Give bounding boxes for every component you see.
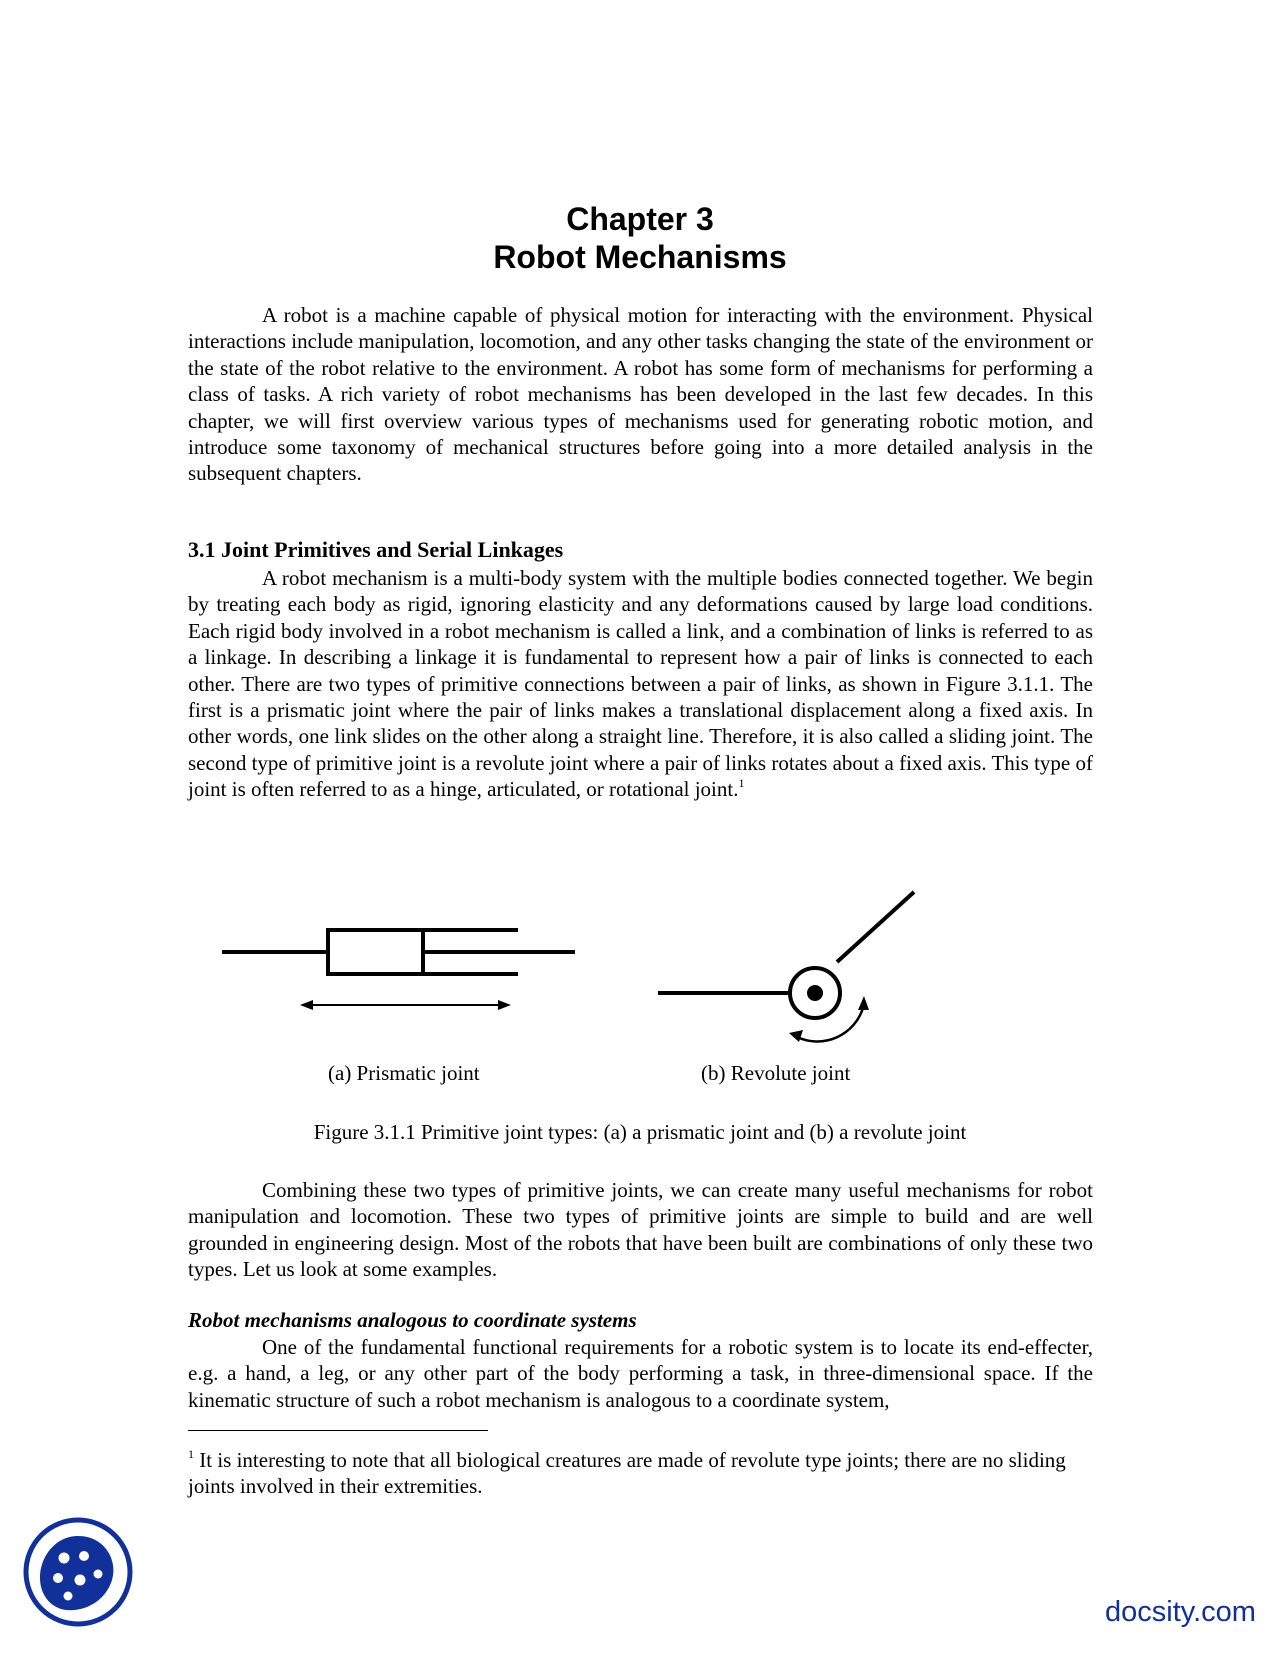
coordinate-section-heading: Robot mechanisms analogous to coordinate systems [188, 1308, 637, 1332]
revolute-joint-diagram [658, 892, 914, 1042]
prismatic-joint-diagram [222, 930, 575, 1010]
chapter-number: Chapter 3 [566, 201, 714, 237]
section-paragraph [188, 565, 1093, 803]
arrow-head-right [498, 1000, 511, 1010]
figure-label-prismatic: (a) Prismatic joint [328, 1061, 480, 1085]
revolute-joint-pin [807, 985, 823, 1001]
section-heading: 3.1 Joint Primitives and Serial Linkages [188, 537, 564, 562]
prismatic-sleeve [328, 930, 423, 974]
rotation-arrow-head-top [858, 996, 869, 1010]
footnote [188, 1447, 1093, 1500]
intro-paragraph-block [188, 302, 1093, 487]
docsity-logo-icon[interactable] [22, 1516, 134, 1628]
combining-paragraph-block [188, 1177, 1093, 1283]
footnote-marker: 1 [188, 1447, 194, 1461]
footnote-ref[interactable]: 1 [738, 776, 745, 791]
rotation-arrow-head-bottom [789, 1030, 803, 1042]
docsity-brand-link[interactable]: docsity.com [1105, 1596, 1256, 1628]
footnote-text: It is interesting to note that all biological creatures are made of revolute type joints; there are no sliding joints involved in their extremities. [188, 1448, 1066, 1499]
figure-caption: Figure 3.1.1 Primitive joint types: (a) a prismatic joint and (b) a revolute joint [313, 1120, 967, 1144]
footnote-divider [188, 1430, 488, 1431]
revolute-rotating-link [837, 892, 914, 962]
section-paragraph-block [188, 565, 1093, 803]
intro-paragraph: A robot is a machine capable of physical motion for interacting with the environment. Physical interactions include manipulation, locomotion, and any other tasks changing the state of the environment or the state of the robot relative to the environment. A robot has some form of mechanisms for performing a class of tasks. A rich variety of robot mechanisms has been developed in the last few decades. In this chapter, we will first overview various types of mechanisms used for generating robotic motion, and introduce some taxonomy of mechanical structures before going into a more detailed analysis in the subsequent chapters. [188, 303, 1093, 486]
primitive-joints-figure [0, 880, 1280, 1055]
chapter-title: Robot Mechanisms [493, 239, 787, 275]
arrow-head-left [300, 1000, 313, 1010]
chapter-title-block [0, 200, 1280, 276]
coordinate-paragraph: One of the fundamental functional requirements for a robotic system is to locate its end-effecter, e.g. a hand, a leg, or any other part of the body performing a task, in three-dimensional space. If the kinematic structure of such a robot mechanism is analogous to a coordinate system, [188, 1335, 1093, 1412]
section-paragraph-text: A robot mechanism is a multi-body system with the multiple bodies connected together. We begin by treating each body as rigid, ignoring elasticity and any deformations caused by large load conditions. Each rigid body involved in a robot mechanism is called a link, and a combination of links is referred to as a linkage. In describing a linkage it is fundamental to represent how a pair of links is connected to each other. There are two types of primitive connections between a pair of links, as shown in Figure 3.1.1. The first is a prismatic joint where the pair of links makes a translational displacement along a fixed axis. In other words, one link slides on the other along a straight line. Therefore, it is also called a sliding joint. The second type of primitive joint is a revolute joint where a pair of links rotates about a fixed axis. This type of joint is often referred to as a hinge, articulated, or rotational joint. [188, 566, 1093, 802]
figure-label-revolute: (b) Revolute joint [701, 1061, 851, 1085]
coordinate-paragraph-block [188, 1334, 1093, 1413]
combining-paragraph: Combining these two types of primitive joints, we can create many useful mechanisms for robot manipulation and locomotion. These two types of primitive joints are simple to build and are well grounded in engineering design. Most of the robots that have been built are combinations of only these two types. Let us look at some examples. [188, 1178, 1093, 1282]
